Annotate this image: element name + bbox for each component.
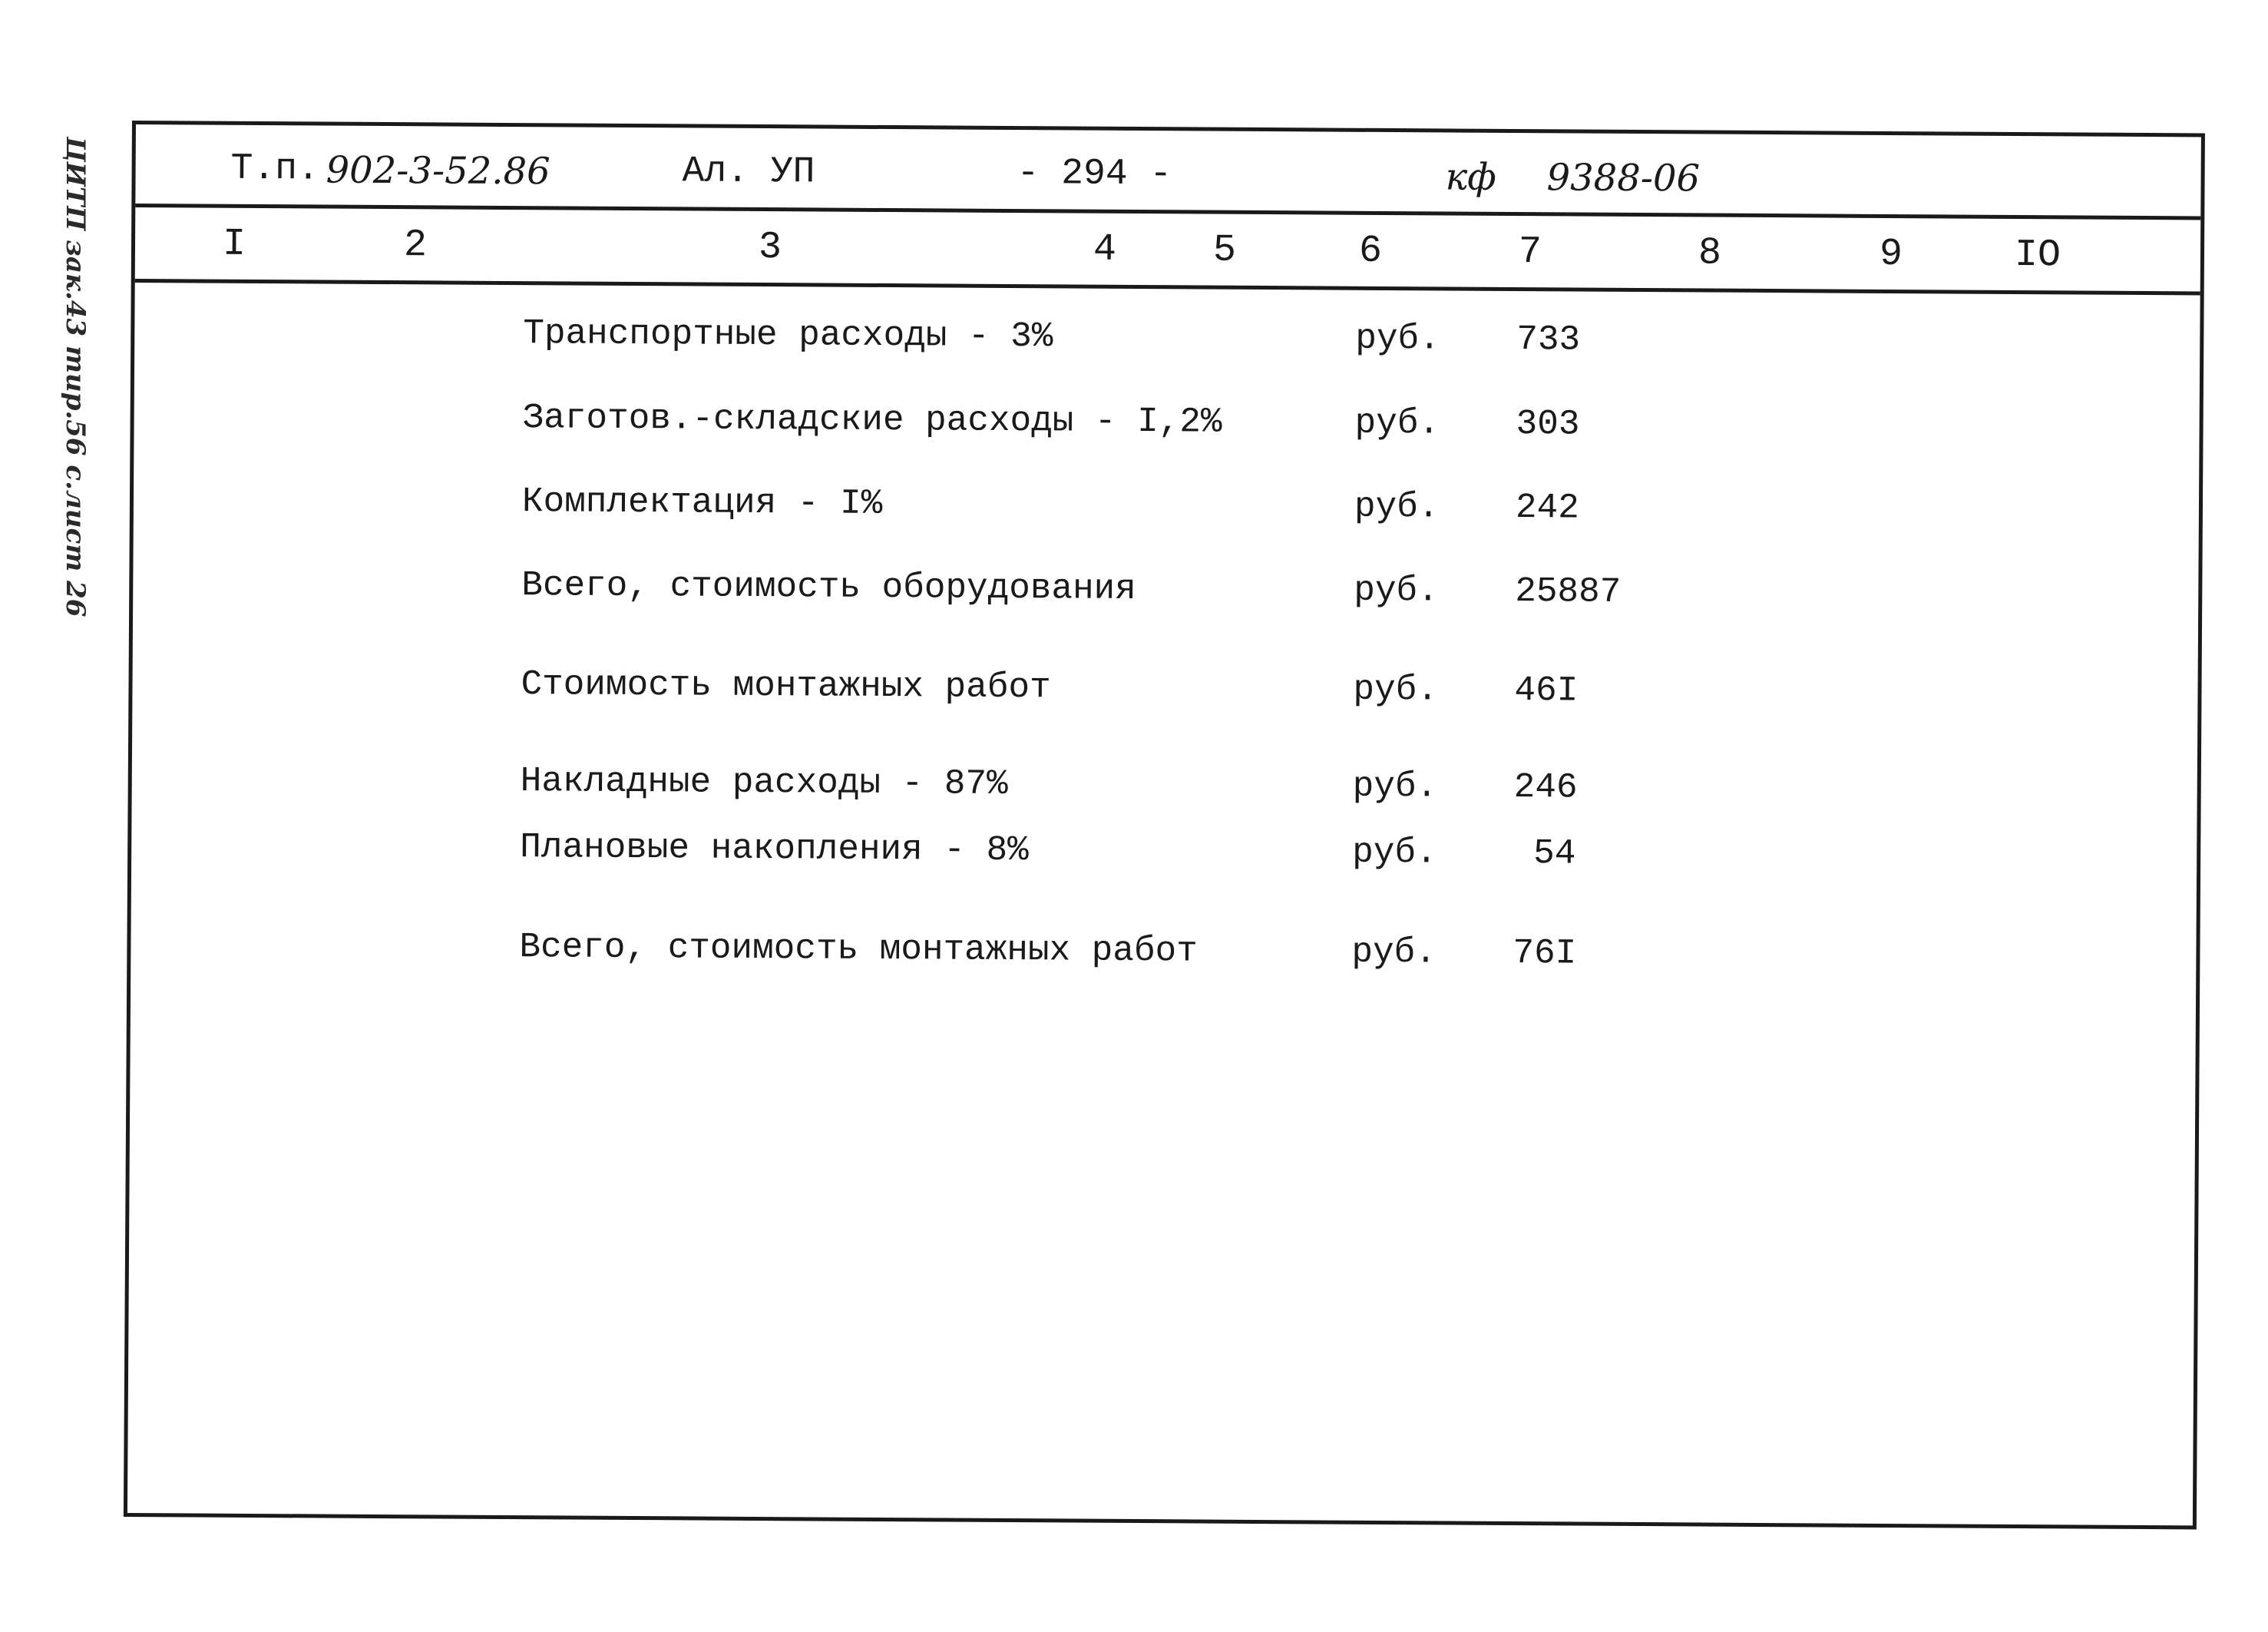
column-number-3: 3: [758, 225, 782, 270]
row-unit: руб.: [1352, 766, 1438, 807]
row-unit: руб.: [1354, 402, 1440, 444]
row-unit: руб.: [1353, 669, 1439, 710]
album-label: Ал. УП: [682, 151, 815, 194]
document-frame: [124, 121, 2205, 1529]
kf-label: кф: [1445, 155, 1496, 199]
column-number-1: I: [222, 222, 246, 266]
tp-number: 902-3-52.86: [326, 148, 550, 194]
kf-number: 9388-06: [1546, 156, 1701, 200]
row-unit: руб.: [1355, 318, 1440, 359]
column-number-10: IO: [2014, 233, 2061, 278]
row-value: 246: [1513, 767, 1578, 808]
row-text: Комплектация - I%: [521, 482, 883, 524]
column-number-4: 4: [1093, 227, 1117, 272]
row-text: Стоимость монтажных работ: [521, 664, 1051, 708]
row-unit: руб.: [1352, 832, 1437, 873]
row-text: Накладные расходы - 87%: [520, 761, 1008, 804]
row-unit: руб.: [1351, 932, 1437, 973]
row-value: 54: [1533, 833, 1576, 874]
column-number-8: 8: [1698, 231, 1722, 276]
column-number-6: 6: [1358, 229, 1383, 273]
row-text: Всего, стоимость монтажных работ: [519, 927, 1198, 972]
row-text: Транспортные расходы - 3%: [523, 313, 1053, 357]
archive-side-note: ЦИТП зак.43 тир.56 с.лист 26: [60, 137, 91, 617]
row-text: Заготов.-складские расходы - I,2%: [522, 398, 1222, 442]
column-number-7: 7: [1518, 230, 1542, 275]
row-value: 46I: [1514, 670, 1579, 711]
column-number-5: 5: [1212, 228, 1237, 273]
column-number-2: 2: [403, 223, 428, 268]
row-text: Всего, стоимость оборудования: [521, 565, 1136, 609]
row-unit: руб.: [1354, 570, 1439, 611]
row-value: 303: [1516, 404, 1580, 445]
tp-label: Т.п.: [230, 147, 320, 190]
row-value: 25887: [1515, 571, 1622, 612]
row-value: 242: [1515, 488, 1579, 528]
row-unit: руб.: [1354, 486, 1440, 528]
page-number: - 294 -: [1017, 153, 1172, 196]
row-value: 76I: [1513, 933, 1577, 974]
column-numbers-rule: [135, 279, 2200, 295]
column-number-9: 9: [1879, 232, 1903, 277]
header-rule: [135, 204, 2200, 220]
row-value: 733: [1516, 319, 1581, 360]
row-text: Плановые накопления - 8%: [520, 827, 1029, 871]
